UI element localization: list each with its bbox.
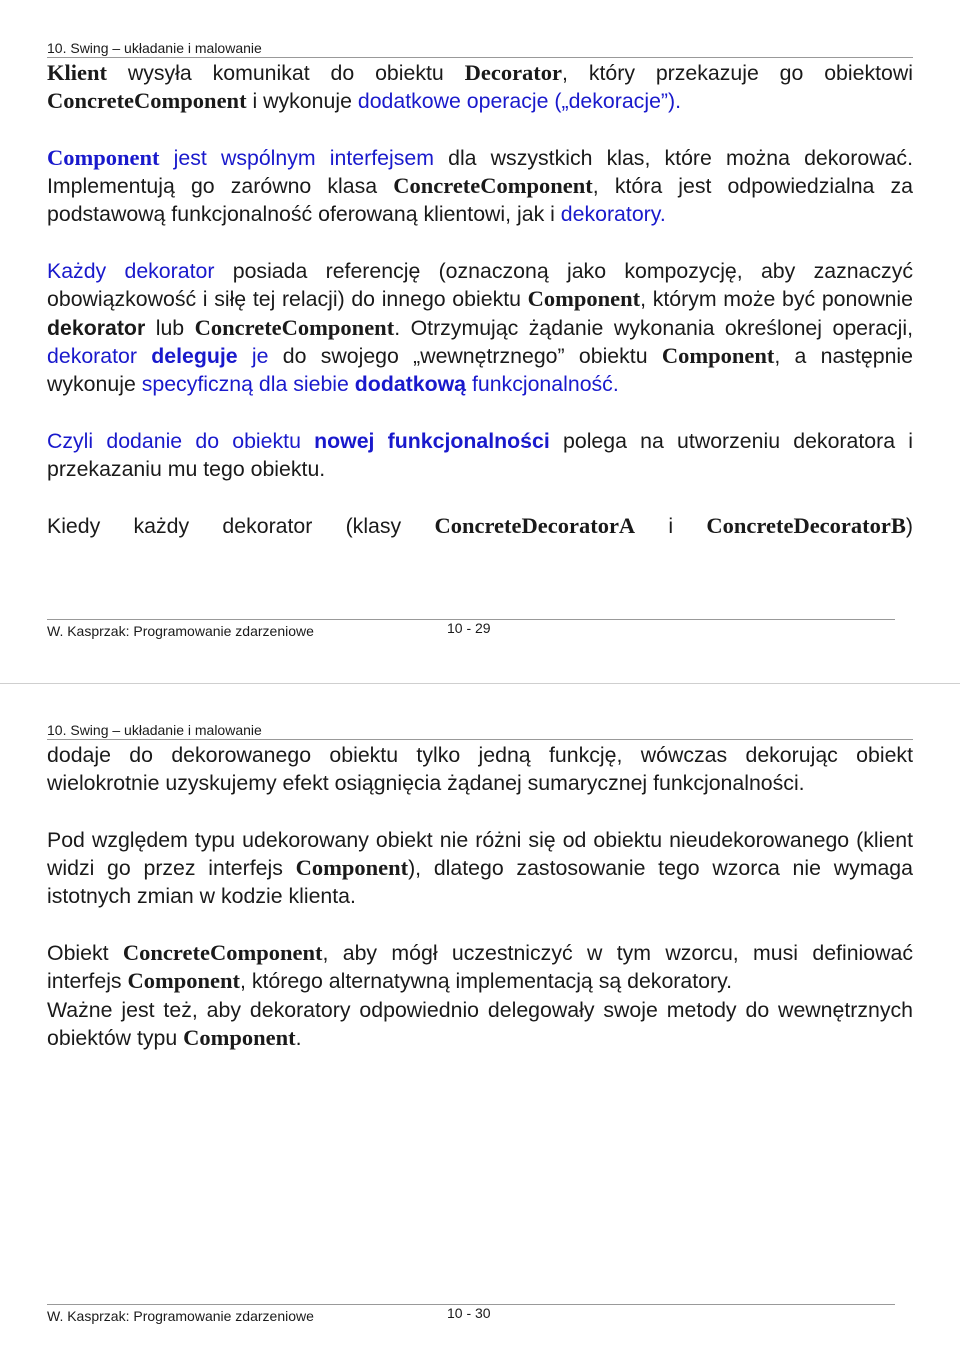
paragraph: Pod względem typu udekorowany obiekt nie różni się od obiektu nieudekorowanego (klient widzi go przez interfejs Component), dlatego zastosowanie tego wzorca nie wymaga istotnych zmian w kodzie klienta.: [47, 827, 913, 909]
highlight-text: je: [237, 343, 269, 368]
highlight-bold-text: nowej funkcjonalności: [314, 428, 550, 453]
slide-page-30: [0, 684, 960, 1367]
paragraph: Component jest wspólnym interfejsem dla wszystkich klas, które można dekorować. Implementują go zarówno klasa ConcreteComponent, która jest odpowiedzialna za podstawową funkcjonalność oferowaną klientowi, jak i dekoratory.: [47, 144, 913, 227]
class-name: Decorator: [464, 60, 563, 85]
highlight-text: jest wspólnym interfejsem: [159, 145, 434, 170]
paragraph: Każdy dekorator posiada referencję (oznaczoną jako kompozycję, aby zaznaczyć obowiązkowość i siłę tej relacji) do innego obiektu Component, którym może być ponownie dekorator lub ConcreteComponent. Otrzymując żądanie wykonania określonej operacji, dekorator deleguje je do swojego „wewnętrznego” obiektu Component, a następnie wykonuje specyficzną dla siebie dodatkową funkcjonalność.: [47, 259, 913, 397]
paragraph: Ważne jest też, aby dekoratory odpowiednio delegowały swoje metody do wewnętrznych obiektów typu Component.: [47, 997, 913, 1050]
highlight-text: funkcjonalność.: [466, 372, 619, 397]
highlight-text: dekorator: [47, 343, 137, 368]
paragraph: Obiekt ConcreteComponent, aby mógł uczestniczyć w tym wzorcu, musi definiować interfejs Component, którego alternatywną implementacją są dekoratory.: [47, 940, 913, 994]
page-body: [47, 59, 913, 540]
class-name: Component: [127, 968, 241, 994]
class-name: Component: [183, 1024, 296, 1050]
footer-author: W. Kasprzak: Programowanie zdarzeniowe: [47, 623, 314, 639]
page-header: 10. Swing – układanie i malowanie: [47, 722, 262, 738]
paragraph: Czyli dodanie do obiektu nowej funkcjonalności polega na utworzeniu dekoratora i przekazaniu mu tego obiektu.: [47, 428, 913, 482]
page-number: 10 - 30: [447, 1305, 491, 1321]
page-header: 10. Swing – układanie i malowanie: [47, 40, 262, 56]
highlight-text: specyficzną dla siebie: [141, 372, 355, 397]
highlight-bold-text: deleguje: [151, 343, 238, 368]
highlight-text: dodatkowe operacje („dekoracje”).: [357, 89, 682, 114]
highlight-bold-text: dodatkową: [354, 372, 467, 397]
class-name: ConcreteDecoratorB: [706, 512, 906, 538]
highlight-text: Każdy dekorator: [47, 259, 215, 284]
header-divider: [47, 57, 913, 58]
header-divider: [47, 739, 913, 740]
class-name: ConcreteComponent: [47, 88, 247, 114]
paragraph: Klient wysyła komunikat do obiektu Decorator, który przekazuje go obiektowi ConcreteComponent i wykonuje dodatkowe operacje („dekoracje”).: [47, 60, 913, 114]
page-body: [47, 741, 913, 1052]
class-name: ConcreteComponent: [194, 314, 395, 340]
bold-text: dekorator: [47, 315, 146, 340]
paragraph: dodaje do dekorowanego obiektu tylko jedną funkcję, wówczas dekorując obiekt wielokrotnie uzyskujemy efekt osiągnięcia żądanej sumarycznej funkcjonalności.: [47, 743, 913, 796]
class-name: Component: [527, 286, 641, 312]
highlight-text: dekoratory.: [560, 202, 666, 227]
class-name: Component: [661, 342, 775, 368]
class-name: Klient: [47, 60, 107, 85]
class-name: ConcreteDecoratorA: [434, 512, 636, 538]
class-name: ConcreteComponent: [393, 173, 593, 199]
class-name: ConcreteComponent: [122, 940, 323, 966]
paragraph: Kiedy każdy dekorator (klasy ConcreteDecoratorA i ConcreteDecoratorB): [47, 512, 913, 538]
footer-author: W. Kasprzak: Programowanie zdarzeniowe: [47, 1308, 314, 1324]
class-name: Component: [47, 144, 160, 170]
highlight-text: Czyli dodanie do obiektu: [47, 428, 315, 453]
class-name: Component: [295, 855, 409, 881]
page-number: 10 - 29: [447, 620, 491, 636]
